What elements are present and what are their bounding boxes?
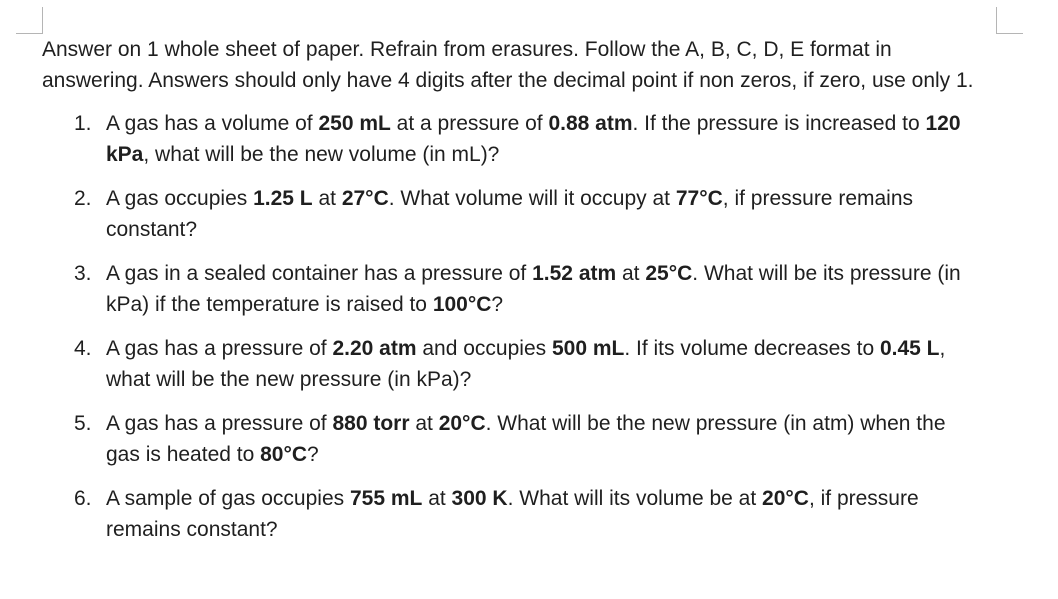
text-run: , what will be the new volume (in mL)? bbox=[143, 143, 500, 166]
bold-value: 100°C bbox=[432, 293, 492, 316]
bold-value: 250 mL bbox=[318, 112, 391, 135]
instructions-paragraph[interactable]: Answer on 1 whole sheet of paper. Refrain from erasures. Follow the A, B, C, D, E format in answering. Answers should only have 4 digits after the decimal point if non zeros, if zero, use only 1. bbox=[42, 38, 974, 92]
text-run: . If its volume decreases to bbox=[624, 337, 880, 360]
question-text bbox=[106, 112, 961, 166]
bold-value: 755 mL bbox=[349, 487, 423, 510]
question-text bbox=[106, 337, 945, 391]
bold-value: 1.25 L bbox=[253, 187, 313, 210]
text-run: ? bbox=[307, 443, 319, 466]
text-run: A gas has a volume of bbox=[106, 112, 319, 135]
bold-value: 1.52 atm bbox=[532, 262, 617, 285]
list-item[interactable] bbox=[42, 183, 982, 245]
bold-value: 27°C bbox=[341, 187, 389, 210]
question-text bbox=[106, 187, 913, 241]
bold-value: 2.20 atm bbox=[332, 337, 417, 360]
question-list bbox=[42, 108, 1032, 545]
question-number: 4. bbox=[74, 337, 92, 360]
text-run: A sample of gas occupies bbox=[106, 487, 350, 510]
text-run: at bbox=[312, 187, 342, 210]
question-number: 6. bbox=[74, 487, 92, 510]
question-number: 5. bbox=[74, 412, 92, 435]
text-run: , what will be the new pressure (in kPa)? bbox=[106, 337, 946, 391]
document-body bbox=[42, 34, 1032, 558]
bold-value: 120 kPa bbox=[106, 112, 961, 166]
text-run: at bbox=[422, 487, 452, 510]
bold-value: 500 mL bbox=[551, 337, 625, 360]
text-run: A gas in a sealed container has a pressure of bbox=[106, 262, 533, 285]
page-margin-corner-left bbox=[16, 7, 43, 34]
list-item[interactable] bbox=[42, 333, 982, 395]
question-text bbox=[106, 487, 919, 541]
question-number: 3. bbox=[74, 262, 92, 285]
bold-value: 80°C bbox=[260, 443, 308, 466]
text-run: . What will be the new pressure (in atm) when the gas is heated to bbox=[106, 412, 946, 466]
bold-value: 20°C bbox=[762, 487, 809, 510]
question-number: 1. bbox=[74, 112, 92, 135]
text-run: . If the pressure is increased to bbox=[632, 112, 926, 135]
text-run: at a pressure of bbox=[390, 112, 549, 135]
text-run: , if pressure remains constant? bbox=[106, 487, 919, 541]
text-run: , if pressure remains constant? bbox=[106, 187, 914, 241]
text-run: at bbox=[616, 262, 646, 285]
bold-value: 20°C bbox=[438, 412, 486, 435]
list-item[interactable] bbox=[42, 108, 982, 170]
bold-value: 25°C bbox=[645, 262, 693, 285]
page-margin-corner-right bbox=[996, 7, 1023, 34]
text-run: ? bbox=[491, 293, 504, 316]
list-item[interactable] bbox=[42, 483, 982, 545]
bold-value: 0.88 atm bbox=[548, 112, 633, 135]
bold-value: 0.45 L bbox=[879, 337, 940, 360]
list-item[interactable] bbox=[42, 258, 982, 320]
question-text bbox=[106, 412, 946, 466]
list-item[interactable] bbox=[42, 408, 982, 470]
bold-value: 77°C bbox=[675, 187, 723, 210]
bold-value: 300 K bbox=[451, 487, 508, 510]
bold-value: 880 torr bbox=[332, 412, 410, 435]
text-run: and occupies bbox=[416, 337, 552, 360]
text-run: . What volume will it occupy at bbox=[388, 187, 676, 210]
text-run: . What will be its pressure (in kPa) if the temperature is raised to bbox=[106, 262, 961, 316]
question-text bbox=[106, 262, 961, 316]
text-run: A gas occupies bbox=[106, 187, 254, 210]
text-run: A gas has a pressure of bbox=[106, 412, 333, 435]
question-number: 2. bbox=[74, 187, 92, 210]
text-run: . What will its volume be at bbox=[507, 487, 763, 510]
text-run: at bbox=[409, 412, 439, 435]
text-run: A gas has a pressure of bbox=[106, 337, 333, 360]
